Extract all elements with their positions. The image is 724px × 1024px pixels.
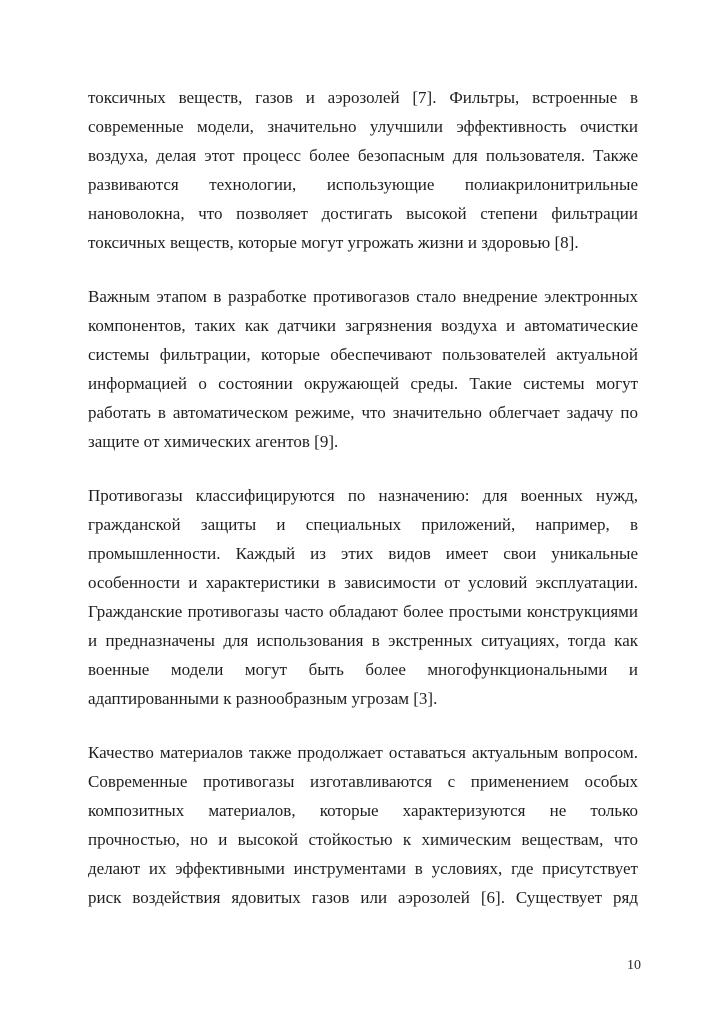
text-line: компонентов, таких как датчики загрязнения воздуха и автоматические — [88, 316, 638, 335]
text-line: гражданской защиты и специальных приложений, например, в — [88, 515, 638, 534]
text-line: Современные противогазы изготавливаются с применением особых — [88, 772, 638, 791]
text-line: воздуха, делая этот процесс более безопасным для пользователя. Также — [88, 146, 638, 165]
text-line: работать в автоматическом режиме, что значительно облегчает задачу по — [88, 403, 638, 422]
text-line: риск воздействия ядовитых газов или аэрозолей [6]. Существует ряд — [88, 888, 638, 907]
text-line: информацией о состоянии окружающей среды. Такие системы могут — [88, 374, 638, 393]
paragraph-3 — [88, 481, 638, 713]
text-line: защите от химических агентов [9]. — [88, 432, 339, 451]
text-line: Противогазы классифицируются по назначению: для военных нужд, — [88, 486, 638, 505]
text-line: и предназначены для использования в экстренных ситуациях, тогда как — [88, 631, 638, 650]
text-line: нановолокна, что позволяет достигать высокой степени фильтрации — [88, 204, 638, 223]
paragraph-4 — [88, 738, 638, 912]
text-line: развиваются технологии, использующие полиакрилонитрильные — [88, 175, 638, 194]
paragraph-1 — [88, 83, 638, 257]
text-line: композитных материалов, которые характеризуются не только — [88, 801, 638, 820]
text-line: адаптированными к разнообразным угрозам [3]. — [88, 689, 438, 708]
text-line: особенности и характеристики в зависимости от условий эксплуатации. — [88, 573, 638, 592]
text-line: токсичных веществ, которые могут угрожать жизни и здоровью [8]. — [88, 233, 579, 252]
page-number: 10 — [627, 958, 641, 973]
text-line: делают их эффективными инструментами в условиях, где присутствует — [88, 859, 638, 878]
text-line: военные модели могут быть более многофункциональными и — [88, 660, 638, 679]
text-line: системы фильтрации, которые обеспечивают пользователей актуальной — [88, 345, 638, 364]
text-line: Качество материалов также продолжает оставаться актуальным вопросом. — [88, 743, 638, 762]
text-line: токсичных веществ, газов и аэрозолей [7]. Фильтры, встроенные в — [88, 88, 638, 107]
page-text-block — [88, 83, 638, 912]
text-line: прочностью, но и высокой стойкостью к химическим веществам, что — [88, 830, 638, 849]
text-line: Важным этапом в разработке противогазов стало внедрение электронных — [88, 287, 638, 306]
text-line: современные модели, значительно улучшили эффективность очистки — [88, 117, 638, 136]
text-line: Гражданские противогазы часто обладают более простыми конструкциями — [88, 602, 638, 621]
paragraph-2 — [88, 282, 638, 456]
text-line: промышленности. Каждый из этих видов имеет свои уникальные — [88, 544, 638, 563]
